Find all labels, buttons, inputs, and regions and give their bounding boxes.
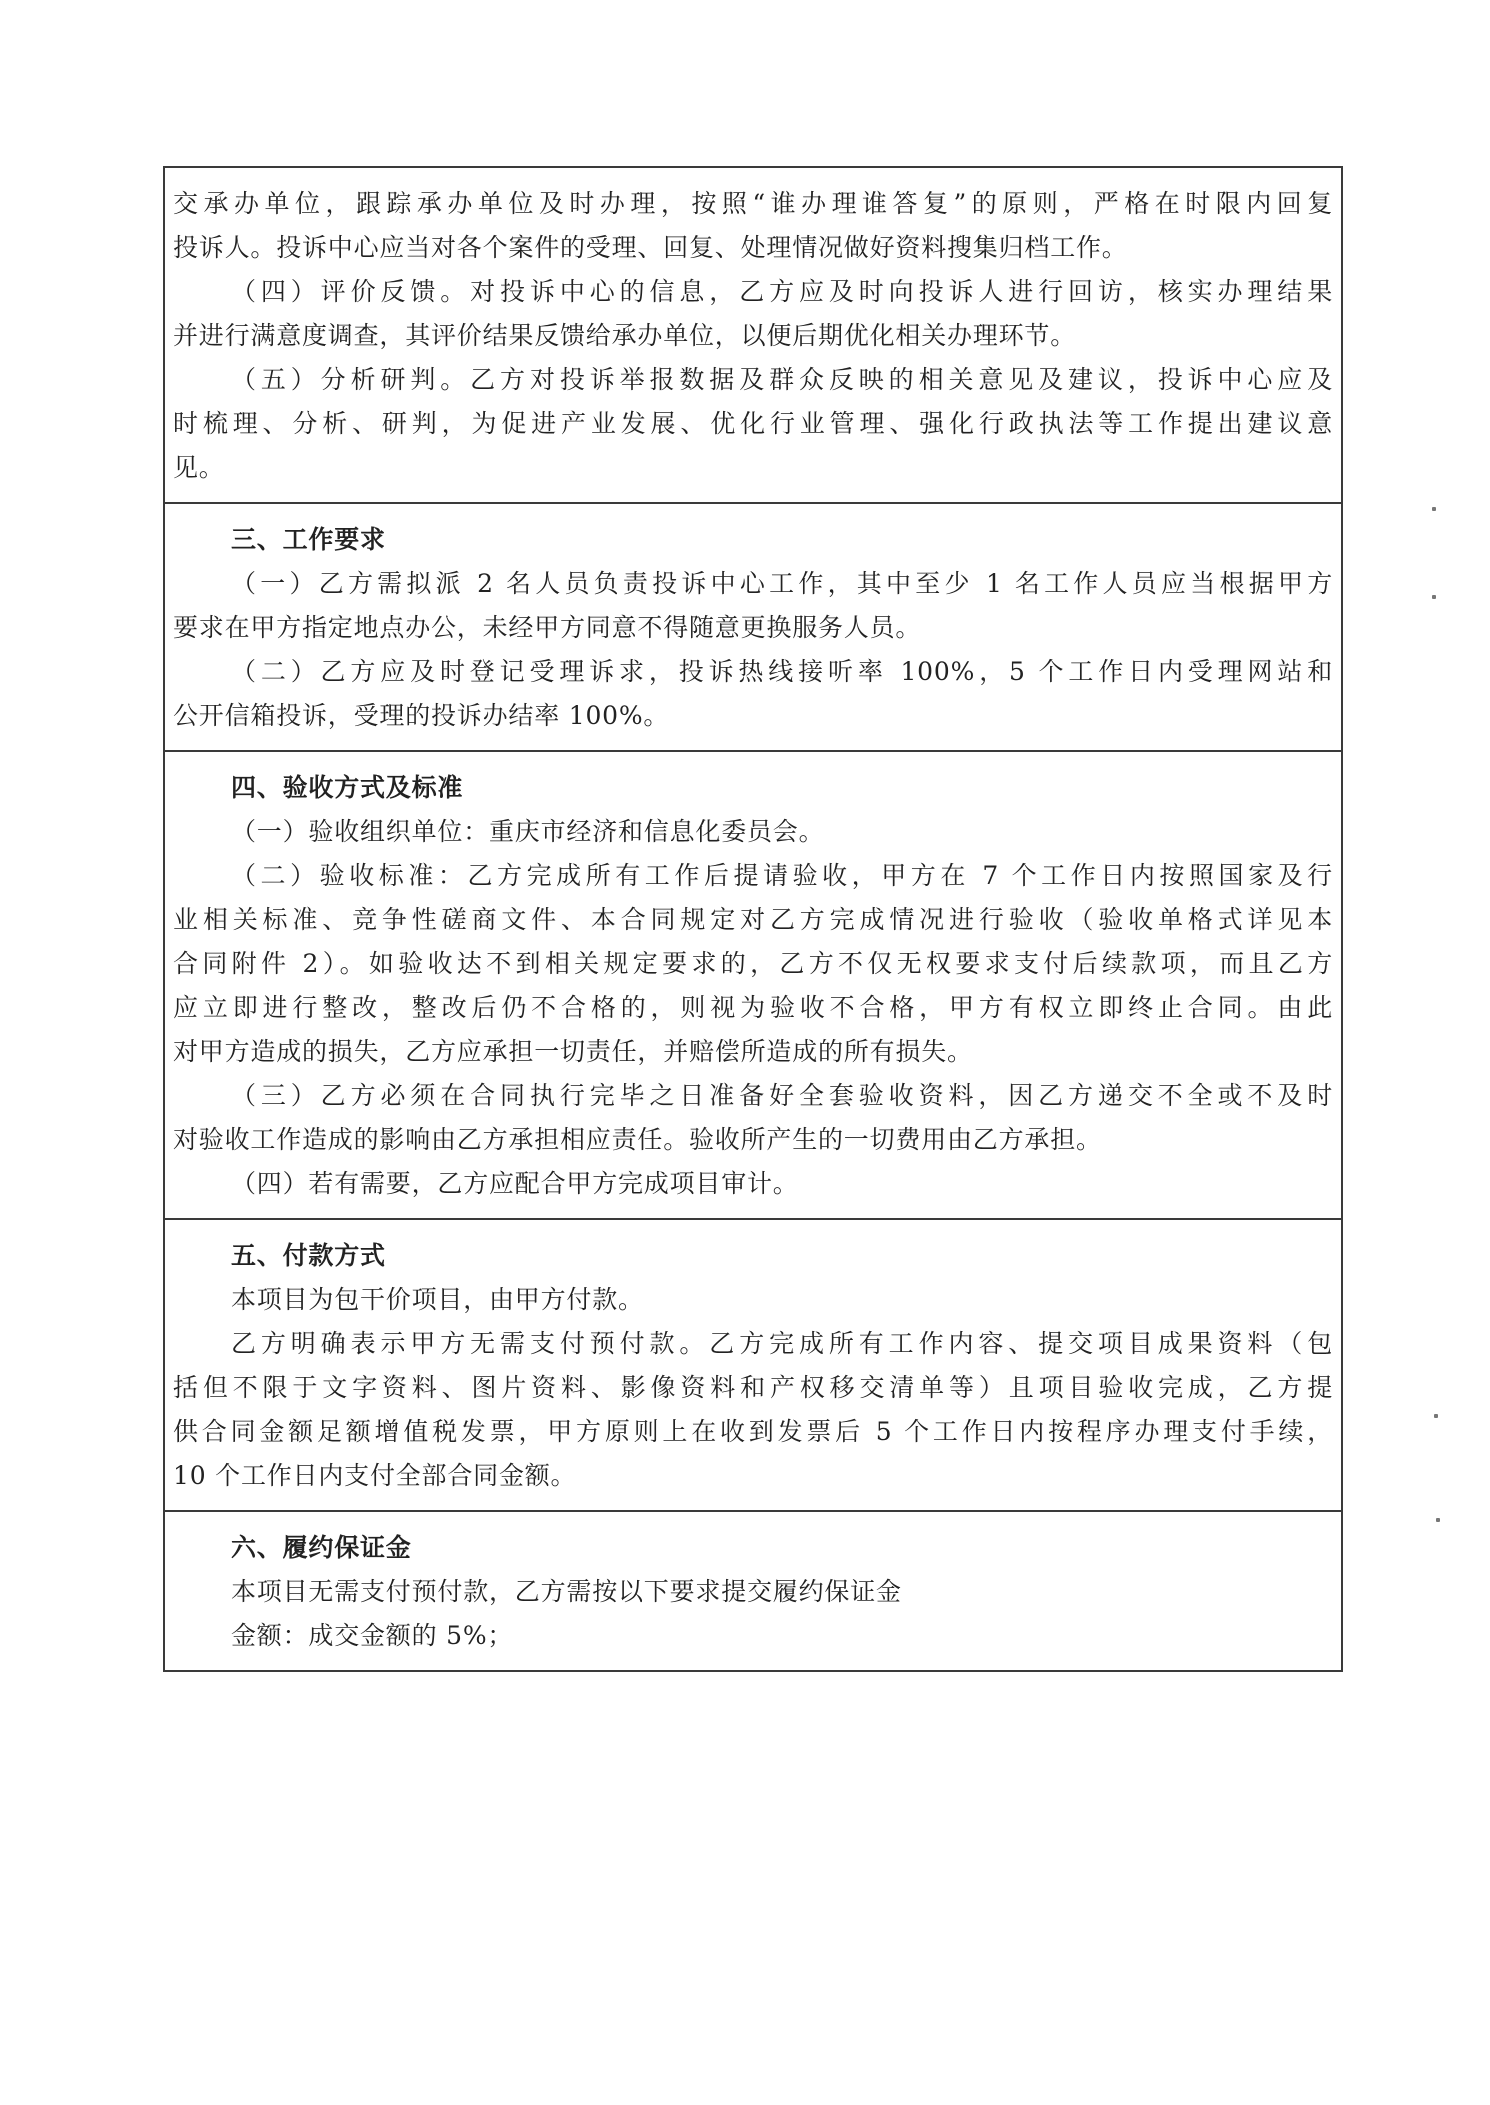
section-acceptance	[165, 752, 1341, 1220]
scan-mark	[1432, 507, 1436, 511]
contract-page	[163, 166, 1343, 1672]
paragraph-line: 公开信箱投诉，受理的投诉办结率 100%。	[173, 701, 670, 730]
paragraph-line: 对甲方造成的损失，乙方应承担一切责任，并赔偿所造成的所有损失。	[173, 1037, 973, 1066]
section-heading: 五、付款方式	[231, 1241, 386, 1270]
section-work-requirements	[165, 504, 1341, 752]
paragraph-line: 要求在甲方指定地点办公，未经甲方同意不得随意更换服务人员。	[173, 613, 922, 642]
section-heading: 四、验收方式及标准	[231, 773, 464, 802]
paragraph-line: （四）评价反馈。对投诉中心的信息，乙方应及时向投诉人进行回访，核实办理结果	[231, 277, 1333, 306]
section-heading: 三、工作要求	[231, 525, 386, 554]
paragraph-line: 时梳理、分析、研判，为促进产业发展、优化行业管理、强化行政执法等工作提出建议意	[173, 409, 1333, 438]
paragraph-line: 对验收工作造成的影响由乙方承担相应责任。验收所产生的一切费用由乙方承担。	[173, 1125, 1102, 1154]
paragraph-line: 括但不限于文字资料、图片资料、影像资料和产权移交清单等）且项目验收完成，乙方提	[173, 1373, 1333, 1402]
paragraph-line: （五）分析研判。乙方对投诉举报数据及群众反映的相关意见及建议，投诉中心应及	[231, 365, 1333, 394]
paragraph-line: 本项目为包干价项目，由甲方付款。	[231, 1285, 644, 1314]
section-payment	[165, 1220, 1341, 1512]
section-heading: 六、履约保证金	[231, 1533, 412, 1562]
paragraph-line: 业相关标准、竞争性磋商文件、本合同规定对乙方完成情况进行验收（验收单格式详见本	[173, 905, 1333, 934]
paragraph-line: 供合同金额足额增值税发票，甲方原则上在收到发票后 5 个工作日内按程序办理支付手续，	[173, 1417, 1333, 1446]
paragraph-line: （三）乙方必须在合同执行完毕之日准备好全套验收资料，因乙方递交不全或不及时	[231, 1081, 1333, 1110]
paragraph-line: 合同附件 2）。如验收达不到相关规定要求的，乙方不仅无权要求支付后续款项，而且乙方	[173, 949, 1333, 978]
paragraph-line: （一）乙方需拟派 2 名人员负责投诉中心工作，其中至少 1 名工作人员应当根据甲方	[231, 569, 1333, 598]
paragraph-line: （二）乙方应及时登记受理诉求，投诉热线接听率 100%，5 个工作日内受理网站和	[231, 657, 1333, 686]
paragraph-line: 本项目无需支付预付款，乙方需按以下要求提交履约保证金	[231, 1577, 902, 1606]
paragraph-line: 10 个工作日内支付全部合同金额。	[173, 1461, 577, 1490]
paragraph-line: （四）若有需要，乙方应配合甲方完成项目审计。	[231, 1169, 799, 1198]
paragraph-line: 并进行满意度调查，其评价结果反馈给承办单位，以便后期优化相关办理环节。	[173, 321, 1077, 350]
section-performance-bond	[165, 1512, 1341, 1670]
paragraph-line: 金额：成交金额的 5%；	[231, 1621, 514, 1650]
paragraph-line: 投诉人。投诉中心应当对各个案件的受理、回复、处理情况做好资料搜集归档工作。	[173, 233, 1128, 262]
scan-mark	[1434, 1414, 1438, 1418]
paragraph-line: （一）验收组织单位：重庆市经济和信息化委员会。	[231, 817, 825, 846]
scan-mark	[1436, 1518, 1440, 1522]
paragraph-line: （二）验收标准：乙方完成所有工作后提请验收，甲方在 7 个工作日内按照国家及行	[231, 861, 1333, 890]
paragraph-line: 乙方明确表示甲方无需支付预付款。乙方完成所有工作内容、提交项目成果资料（包	[231, 1329, 1333, 1358]
paragraph-line: 应立即进行整改，整改后仍不合格的，则视为验收不合格，甲方有权立即终止合同。由此	[173, 993, 1333, 1022]
section-continued	[165, 168, 1341, 504]
paragraph-line: 见。	[173, 453, 225, 482]
scan-mark	[1432, 595, 1436, 599]
paragraph-line: 交承办单位，跟踪承办单位及时办理，按照“谁办理谁答复”的原则，严格在时限内回复	[173, 189, 1333, 218]
